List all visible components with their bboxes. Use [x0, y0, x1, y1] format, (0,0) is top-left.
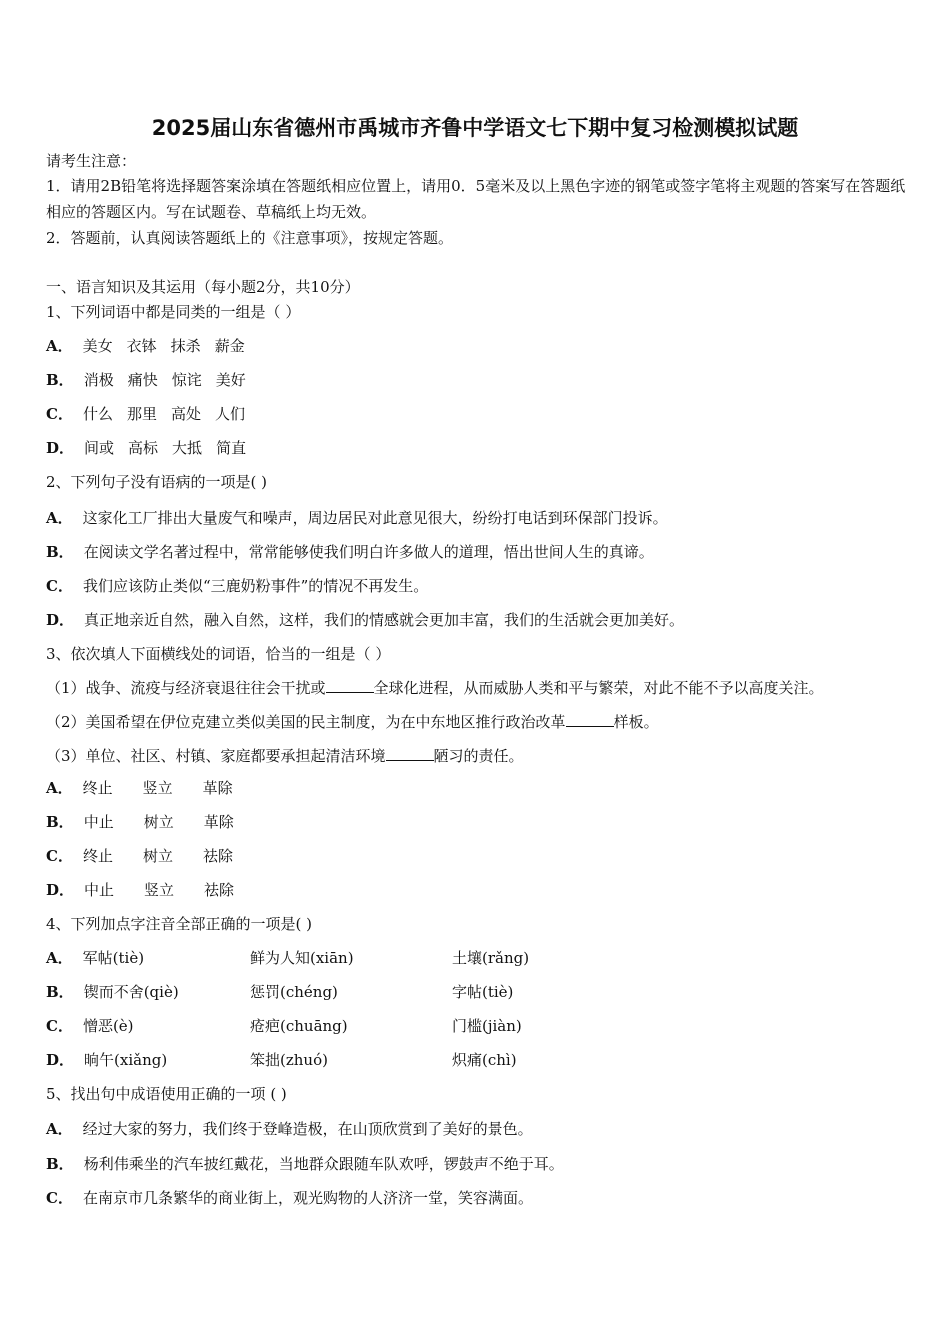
option-col-3: 门槛(jiàn) — [452, 1017, 522, 1035]
option-label: C． — [46, 1017, 73, 1035]
option-col-1: 锲而不舍(qiè) — [83, 983, 179, 1001]
option-label: B． — [46, 1155, 74, 1173]
fill-blank — [566, 712, 614, 727]
option-col-3: 炽痛(chì) — [452, 1051, 517, 1069]
q1-option-d — [46, 438, 260, 458]
q3-option-c — [46, 846, 263, 866]
question-1-stem: 1、下列词语中都是同类的一组是（ ） — [46, 303, 301, 321]
question-2-stem: 2、下列句子没有语病的一项是( ) — [46, 473, 268, 491]
question-3-stem: 3、依次填人下面横线处的词语，恰当的一组是（ ） — [46, 645, 391, 663]
q1-option-b — [46, 370, 260, 390]
option-col-3: 土壤(rǎng) — [452, 949, 530, 967]
option-word: 祛除 — [204, 881, 235, 899]
option-text: 真正地亲近自然，融入自然，这样，我们的情感就会更加丰富，我们的生活就会更加美好。 — [84, 611, 685, 629]
option-label: A． — [46, 779, 73, 797]
option-label: D． — [46, 1051, 75, 1069]
sentence-text: 全球化进程，从而威胁人类和平与繁荣，对此不能不予以高度关注。 — [373, 679, 824, 697]
fill-blank — [386, 746, 434, 761]
option-text: 这家化工厂排出大量废气和噪声，周边居民对此意见很大，纷纷打电话到环保部门投诉。 — [82, 509, 668, 527]
option-label: D． — [46, 439, 75, 457]
option-word: 衣钵 — [126, 337, 157, 355]
option-word: 竖立 — [144, 881, 175, 899]
q2-option-b — [46, 542, 654, 562]
option-word: 树立 — [143, 813, 174, 831]
option-col-2: 疮疤(chuāng) — [250, 1017, 348, 1035]
option-word: 高处 — [170, 405, 201, 423]
option-word: 终止 — [82, 779, 113, 797]
q3-option-d — [46, 880, 264, 900]
question-4-stem: 4、下列加点字注音全部正确的一项是( ) — [46, 915, 313, 933]
option-word: 消极 — [83, 371, 114, 389]
sentence-text: 陋习的责任。 — [433, 747, 524, 765]
option-col-1: 憎恶(è) — [82, 1017, 134, 1035]
option-word: 人们 — [215, 405, 246, 423]
option-word: 抹杀 — [170, 337, 201, 355]
q4-option-a-label — [46, 948, 144, 968]
option-text: 杨利伟乘坐的汽车披红戴花，当地群众跟随车队欢呼，锣鼓声不绝于耳。 — [83, 1155, 564, 1173]
option-text: 在南京市几条繁华的商业街上，观光购物的人济济一堂，笑容满面。 — [82, 1189, 533, 1207]
q2-option-c — [46, 576, 428, 596]
q2-option-d — [46, 610, 684, 630]
option-text: 在阅读文学名著过程中，常常能够使我们明白许多做人的道理，悟出世间人生的真谛。 — [83, 543, 654, 561]
option-word: 什么 — [82, 405, 113, 423]
option-word: 中止 — [84, 881, 115, 899]
sentence-text: （1）战争、流疫与经济衰退往往会干扰或 — [46, 679, 326, 697]
option-label: A． — [46, 337, 73, 355]
option-col-2: 笨拙(zhuó) — [250, 1051, 328, 1069]
sentence-text: （3）单位、社区、村镇、家庭都要承担起清洁环境 — [46, 747, 386, 765]
option-word: 美好 — [215, 371, 246, 389]
option-col-1: 军帖(tiè) — [82, 949, 145, 967]
notice-item-1: 1．请用2B铅笔将选择题答案涂填在答题纸相应位置上，请用0．5毫米及以上黑色字迹的钢笔或签字笔将主观题的答案写在答题纸相应的答题区内。写在试题卷、草稿纸上均无效。 — [46, 177, 906, 221]
option-word: 终止 — [82, 847, 113, 865]
option-word: 大抵 — [172, 439, 203, 457]
option-label: C． — [46, 1189, 73, 1207]
q4-option-b-label — [46, 982, 179, 1002]
option-word: 革除 — [203, 813, 234, 831]
option-label: B． — [46, 543, 74, 561]
option-label: B． — [46, 813, 74, 831]
option-word: 痛快 — [127, 371, 158, 389]
option-text: 经过大家的努力，我们终于登峰造极，在山顶欣赏到了美好的景色。 — [82, 1120, 533, 1138]
option-word: 简直 — [216, 439, 247, 457]
q1-option-a — [46, 336, 259, 356]
option-label: C． — [46, 405, 73, 423]
q3-sentence-2 — [46, 712, 659, 732]
option-label: C． — [46, 577, 73, 595]
option-word: 间或 — [84, 439, 115, 457]
fill-blank — [326, 678, 374, 693]
page-title: 2025届山东省德州市禹城市齐鲁中学语文七下期中复习检测模拟试题 — [151, 116, 799, 140]
option-word: 惊诧 — [171, 371, 202, 389]
q3-sentence-1 — [46, 678, 824, 698]
q4-option-c-label — [46, 1016, 134, 1036]
option-word: 中止 — [83, 813, 114, 831]
option-word: 树立 — [142, 847, 173, 865]
q3-option-a — [46, 778, 263, 798]
option-text: 我们应该防止类似“三鹿奶粉事件”的情况不再发生。 — [82, 577, 429, 595]
notice-item-2: 2．答题前，认真阅读答题纸上的《注意事项》，按规定答题。 — [46, 229, 454, 247]
sentence-text: （2）美国希望在伊位克建立类似美国的民主制度，为在中东地区推行政治改革 — [46, 713, 566, 731]
option-label: C． — [46, 847, 73, 865]
option-label: A． — [46, 509, 73, 527]
option-col-1: 晌午(xiǎng) — [84, 1051, 168, 1069]
q2-option-a — [46, 508, 668, 528]
q3-sentence-3 — [46, 746, 524, 766]
option-col-3: 字帖(tiè) — [452, 983, 514, 1001]
question-5-stem: 5、找出句中成语使用正确的一项 ( ) — [46, 1085, 287, 1103]
q3-option-b — [46, 812, 264, 832]
option-col-2: 鲜为人知(xiān) — [250, 949, 354, 967]
option-label: D． — [46, 881, 75, 899]
option-word: 薪金 — [214, 337, 245, 355]
option-label: A． — [46, 1120, 73, 1138]
option-word: 革除 — [202, 779, 233, 797]
q4-option-d-label — [46, 1050, 167, 1070]
option-label: A． — [46, 949, 73, 967]
option-word: 竖立 — [142, 779, 173, 797]
q5-option-c — [46, 1188, 533, 1208]
option-word: 那里 — [126, 405, 157, 423]
option-label: B． — [46, 983, 74, 1001]
option-col-2: 惩罚(chéng) — [250, 983, 338, 1001]
q1-option-c — [46, 404, 259, 424]
section-heading: 一、语言知识及其运用（每小题2分，共10分） — [46, 278, 360, 296]
option-label: B． — [46, 371, 74, 389]
q5-option-b — [46, 1154, 564, 1174]
q5-option-a — [46, 1119, 533, 1139]
option-word: 高标 — [128, 439, 159, 457]
sentence-text: 样板。 — [613, 713, 659, 731]
option-label: D． — [46, 611, 75, 629]
notice-heading: 请考生注意： — [46, 152, 137, 170]
option-word: 祛除 — [202, 847, 233, 865]
option-word: 美女 — [82, 337, 113, 355]
